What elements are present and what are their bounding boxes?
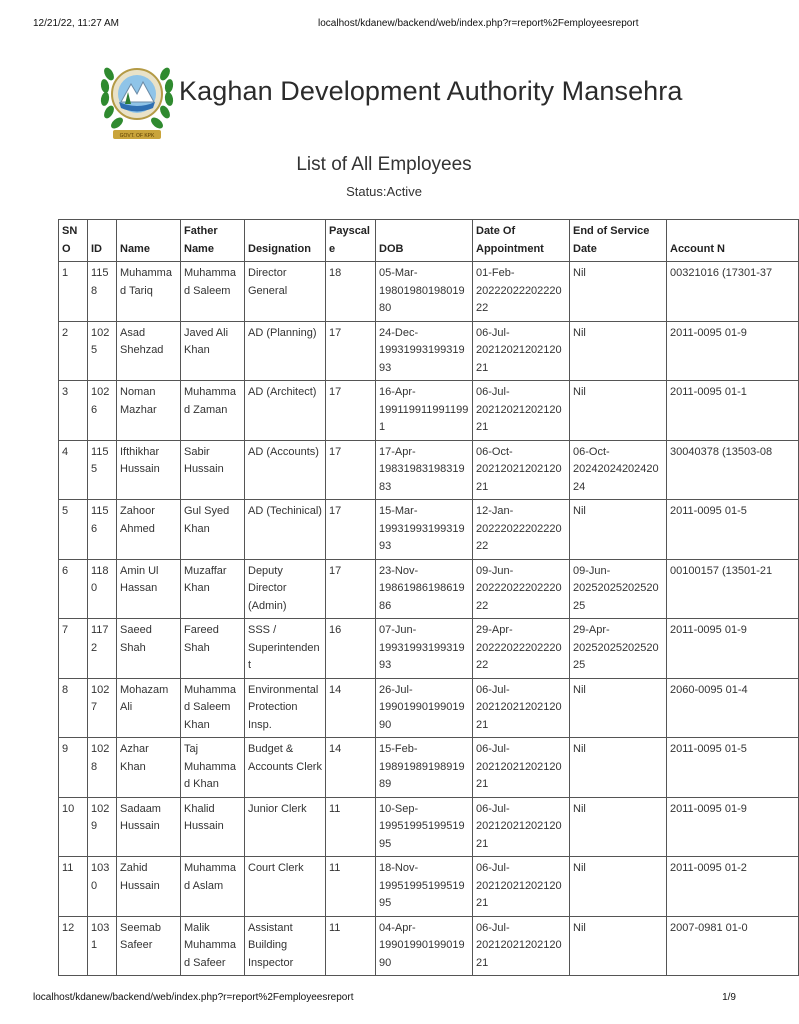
cell-id: 1030 <box>88 857 117 917</box>
print-header <box>33 18 733 32</box>
table-row <box>59 857 799 917</box>
table-row <box>59 619 799 679</box>
cell-dob: 23-Nov-1986198619861986 <box>376 559 473 619</box>
cell-sno: 11 <box>59 857 88 917</box>
column-header-id: ID <box>88 220 117 262</box>
cell-father-name: Muhammad Zaman <box>181 381 245 441</box>
cell-account: 2060-0095 01-4 <box>667 678 799 738</box>
cell-payscale: 11 <box>326 857 376 917</box>
column-header-date-of-appointment: Date Of Appointment <box>473 220 570 262</box>
cell-sno: 4 <box>59 440 88 500</box>
cell-id: 1027 <box>88 678 117 738</box>
cell-name: Asad Shehzad <box>117 321 181 381</box>
cell-account: 00321016 (17301-37 <box>667 262 799 322</box>
table-row <box>59 440 799 500</box>
cell-father-name: Sabir Hussain <box>181 440 245 500</box>
table-row <box>59 916 799 976</box>
cell-account: 2011-0095 01-9 <box>667 619 799 679</box>
column-header-account: Account N <box>667 220 799 262</box>
cell-account: 30040378 (13503-08 <box>667 440 799 500</box>
cell-dob: 15-Mar-1993199319931993 <box>376 500 473 560</box>
cell-name: Muhammad Tariq <box>117 262 181 322</box>
cell-account: 2007-0981 01-0 <box>667 916 799 976</box>
cell-id: 1025 <box>88 321 117 381</box>
cell-payscale: 17 <box>326 381 376 441</box>
kda-logo <box>99 52 175 144</box>
cell-account: 2011-0095 01-9 <box>667 321 799 381</box>
cell-father-name: Javed Ali Khan <box>181 321 245 381</box>
cell-sno: 6 <box>59 559 88 619</box>
cell-payscale: 17 <box>326 559 376 619</box>
ribbon-text: GOVT. OF KPK <box>119 133 155 139</box>
cell-father-name: Fareed Shah <box>181 619 245 679</box>
cell-end-of-service: Nil <box>570 857 667 917</box>
cell-payscale: 14 <box>326 678 376 738</box>
cell-father-name: Muhammad Saleem <box>181 262 245 322</box>
cell-sno: 5 <box>59 500 88 560</box>
cell-sno: 7 <box>59 619 88 679</box>
cell-dob: 16-Apr-1991199119911991 <box>376 381 473 441</box>
column-header-dob: DOB <box>376 220 473 262</box>
cell-end-of-service: Nil <box>570 381 667 441</box>
cell-father-name: Malik Muhammad Safeer <box>181 916 245 976</box>
cell-account: 2011-0095 01-1 <box>667 381 799 441</box>
cell-designation: AD (Architect) <box>245 381 326 441</box>
table-row <box>59 559 799 619</box>
column-header-sno: SNO <box>59 220 88 262</box>
cell-name: Ifthikhar Hussain <box>117 440 181 500</box>
cell-dob: 15-Feb-1989198919891989 <box>376 738 473 798</box>
print-datetime: 12/21/22, 11:27 AM <box>33 18 119 29</box>
cell-name: Zahid Hussain <box>117 857 181 917</box>
cell-dob: 07-Jun-1993199319931993 <box>376 619 473 679</box>
cell-dob: 10-Sep-1995199519951995 <box>376 797 473 857</box>
cell-end-of-service: Nil <box>570 262 667 322</box>
cell-end-of-service: Nil <box>570 678 667 738</box>
cell-id: 1180 <box>88 559 117 619</box>
cell-end-of-service: Nil <box>570 797 667 857</box>
cell-end-of-service: Nil <box>570 500 667 560</box>
cell-dob: 18-Nov-1995199519951995 <box>376 857 473 917</box>
table-row <box>59 738 799 798</box>
org-title: Kaghan Development Authority Mansehra <box>179 76 683 106</box>
cell-payscale: 11 <box>326 916 376 976</box>
cell-end-of-service: 29-Apr-2025202520252025 <box>570 619 667 679</box>
cell-dob: 24-Dec-1993199319931993 <box>376 321 473 381</box>
column-header-name: Name <box>117 220 181 262</box>
cell-id: 1172 <box>88 619 117 679</box>
cell-name: Sadaam Hussain <box>117 797 181 857</box>
cell-payscale: 17 <box>326 500 376 560</box>
table-row <box>59 321 799 381</box>
table-header-row <box>59 220 799 262</box>
cell-designation: Junior Clerk <box>245 797 326 857</box>
cell-end-of-service: Nil <box>570 738 667 798</box>
cell-designation: SSS / Superintendent <box>245 619 326 679</box>
cell-father-name: Muzaffar Khan <box>181 559 245 619</box>
table-row <box>59 797 799 857</box>
cell-payscale: 14 <box>326 738 376 798</box>
cell-dob: 17-Apr-1983198319831983 <box>376 440 473 500</box>
cell-id: 1026 <box>88 381 117 441</box>
cell-sno: 8 <box>59 678 88 738</box>
cell-payscale: 17 <box>326 321 376 381</box>
cell-designation: Budget & Accounts Clerk <box>245 738 326 798</box>
print-url: localhost/kdanew/backend/web/index.php?r=report%2Femployeesreport <box>318 18 639 29</box>
cell-father-name: Taj Muhammad Khan <box>181 738 245 798</box>
cell-id: 1031 <box>88 916 117 976</box>
cell-designation: AD (Planning) <box>245 321 326 381</box>
page-number: 1/9 <box>722 992 736 1003</box>
cell-id: 1028 <box>88 738 117 798</box>
cell-payscale: 18 <box>326 262 376 322</box>
cell-date-of-appointment: 06-Jul-2021202120212021 <box>473 797 570 857</box>
cell-account: 2011-0095 01-2 <box>667 857 799 917</box>
employees-table <box>58 219 799 976</box>
cell-end-of-service: 06-Oct-2024202420242024 <box>570 440 667 500</box>
cell-date-of-appointment: 29-Apr-2022202220222022 <box>473 619 570 679</box>
cell-date-of-appointment: 06-Jul-2021202120212021 <box>473 916 570 976</box>
cell-id: 1156 <box>88 500 117 560</box>
cell-sno: 2 <box>59 321 88 381</box>
cell-father-name: Muhammad Saleem Khan <box>181 678 245 738</box>
cell-date-of-appointment: 06-Jul-2021202120212021 <box>473 678 570 738</box>
cell-payscale: 16 <box>326 619 376 679</box>
cell-id: 1029 <box>88 797 117 857</box>
print-footer <box>33 992 736 1006</box>
cell-date-of-appointment: 06-Jul-2021202120212021 <box>473 738 570 798</box>
cell-name: Azhar Khan <box>117 738 181 798</box>
table-row <box>59 678 799 738</box>
cell-end-of-service: Nil <box>570 916 667 976</box>
cell-father-name: Muhammad Aslam <box>181 857 245 917</box>
cell-date-of-appointment: 09-Jun-2022202220222022 <box>473 559 570 619</box>
report-status: Status:Active <box>346 184 422 199</box>
cell-account: 2011-0095 01-5 <box>667 500 799 560</box>
cell-date-of-appointment: 12-Jan-2022202220222022 <box>473 500 570 560</box>
cell-sno: 10 <box>59 797 88 857</box>
cell-designation: AD (Techinical) <box>245 500 326 560</box>
cell-id: 1155 <box>88 440 117 500</box>
cell-end-of-service: 09-Jun-2025202520252025 <box>570 559 667 619</box>
cell-sno: 12 <box>59 916 88 976</box>
cell-end-of-service: Nil <box>570 321 667 381</box>
cell-payscale: 11 <box>326 797 376 857</box>
table-row <box>59 500 799 560</box>
column-header-designation: Designation <box>245 220 326 262</box>
cell-name: Mohazam Ali <box>117 678 181 738</box>
cell-id: 1158 <box>88 262 117 322</box>
cell-payscale: 17 <box>326 440 376 500</box>
cell-sno: 3 <box>59 381 88 441</box>
cell-name: Seemab Safeer <box>117 916 181 976</box>
cell-account: 2011-0095 01-9 <box>667 797 799 857</box>
cell-designation: AD (Accounts) <box>245 440 326 500</box>
column-header-payscale: Payscale <box>326 220 376 262</box>
cell-account: 00100157 (13501-21 <box>667 559 799 619</box>
cell-designation: Assistant Building Inspector <box>245 916 326 976</box>
cell-sno: 1 <box>59 262 88 322</box>
column-header-end-of-service: End of Service Date <box>570 220 667 262</box>
cell-date-of-appointment: 06-Jul-2021202120212021 <box>473 857 570 917</box>
cell-sno: 9 <box>59 738 88 798</box>
cell-date-of-appointment: 01-Feb-2022202220222022 <box>473 262 570 322</box>
cell-name: Amin Ul Hassan <box>117 559 181 619</box>
table-row <box>59 381 799 441</box>
cell-date-of-appointment: 06-Jul-2021202120212021 <box>473 321 570 381</box>
cell-designation: Director General <box>245 262 326 322</box>
cell-name: Zahoor Ahmed <box>117 500 181 560</box>
column-header-father-name: Father Name <box>181 220 245 262</box>
footer-url: localhost/kdanew/backend/web/index.php?r=report%2Femployeesreport <box>33 992 354 1003</box>
cell-dob: 26-Jul-1990199019901990 <box>376 678 473 738</box>
cell-date-of-appointment: 06-Oct-2021202120212021 <box>473 440 570 500</box>
cell-father-name: Khalid Hussain <box>181 797 245 857</box>
cell-account: 2011-0095 01-5 <box>667 738 799 798</box>
cell-dob: 05-Mar-1980198019801980 <box>376 262 473 322</box>
cell-designation: Environmental Protection Insp. <box>245 678 326 738</box>
cell-designation: Deputy Director (Admin) <box>245 559 326 619</box>
cell-dob: 04-Apr-1990199019901990 <box>376 916 473 976</box>
table-row <box>59 262 799 322</box>
cell-name: Noman Mazhar <box>117 381 181 441</box>
cell-date-of-appointment: 06-Jul-2021202120212021 <box>473 381 570 441</box>
cell-designation: Court Clerk <box>245 857 326 917</box>
report-title: List of All Employees <box>296 154 472 175</box>
cell-name: Saeed Shah <box>117 619 181 679</box>
employees-table-wrap <box>58 219 773 976</box>
cell-father-name: Gul Syed Khan <box>181 500 245 560</box>
